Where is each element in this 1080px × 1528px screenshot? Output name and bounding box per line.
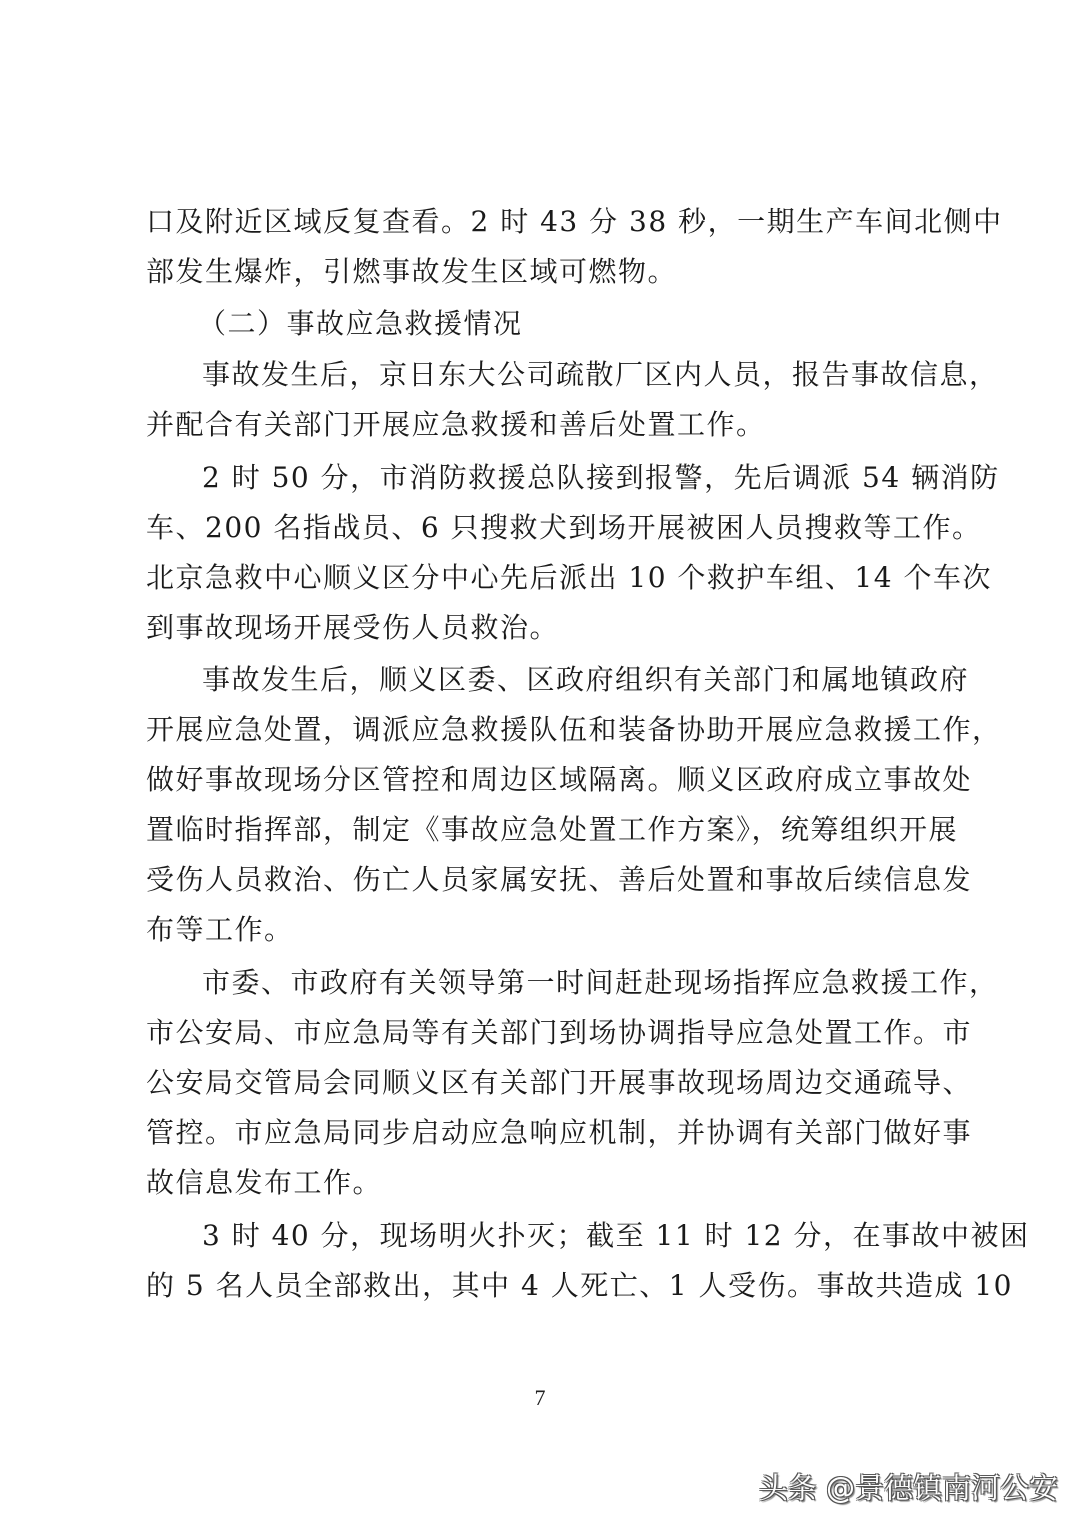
body-text-line: 布等工作。 bbox=[146, 913, 294, 946]
body-text-line: 管控。市应急局同步启动应急响应机制，并协调有关部门做好事 bbox=[146, 1116, 973, 1149]
body-text-line: 市公安局、市应急局等有关部门到场协调指导应急处置工作。市 bbox=[146, 1016, 973, 1049]
body-text-line: 事故发生后，京日东大公司疏散厂区内人员，报告事故信息， bbox=[202, 358, 999, 391]
body-text-line: 公安局交管局会同顺义区有关部门开展事故现场周边交通疏导、 bbox=[146, 1066, 973, 1099]
body-text-line: 故信息发布工作。 bbox=[146, 1166, 383, 1199]
body-text-line: 2 时 50 分，市消防救援总队接到报警，先后调派 54 辆消防 bbox=[202, 461, 1000, 494]
body-text-line: 事故发生后，顺义区委、区政府组织有关部门和属地镇政府 bbox=[202, 663, 970, 696]
body-text-line: 并配合有关部门开展应急救援和善后处置工作。 bbox=[146, 408, 766, 441]
body-text-line: 到事故现场开展受伤人员救治。 bbox=[146, 611, 560, 644]
page-number: 7 bbox=[534, 1385, 546, 1410]
body-text-line: 置临时指挥部，制定《事故应急处置工作方案》，统筹组织开展 bbox=[146, 813, 959, 846]
body-text-line: 市委、市政府有关领导第一时间赶赴现场指挥应急救援工作， bbox=[202, 966, 999, 999]
section-heading: （二）事故应急救援情况 bbox=[198, 307, 523, 340]
body-text-line: 北京急救中心顺义区分中心先后派出 10 个救护车组、14 个车次 bbox=[146, 561, 992, 594]
body-text-line: 口及附近区域反复查看。2 时 43 分 38 秒，一期生产车间北侧中 bbox=[146, 205, 1003, 238]
body-text-line: 的 5 名人员全部救出，其中 4 人死亡、1 人受伤。事故共造成 10 bbox=[146, 1269, 1013, 1302]
body-text-line: 3 时 40 分，现场明火扑灭；截至 11 时 12 分，在事故中被困 bbox=[202, 1219, 1030, 1252]
watermark: 头条 @景德镇南河公安 bbox=[758, 1471, 1058, 1505]
body-text-line: 做好事故现场分区管控和周边区域隔离。顺义区政府成立事故处 bbox=[146, 763, 973, 796]
body-text-line: 部发生爆炸，引燃事故发生区域可燃物。 bbox=[146, 255, 678, 288]
body-text-line: 开展应急处置，调派应急救援队伍和装备协助开展应急救援工作， bbox=[146, 713, 1002, 746]
body-text-line: 受伤人员救治、伤亡人员家属安抚、善后处置和事故后续信息发 bbox=[146, 863, 973, 896]
body-text-line: 车、200 名指战员、6 只搜救犬到场开展被困人员搜救等工作。 bbox=[146, 511, 982, 544]
